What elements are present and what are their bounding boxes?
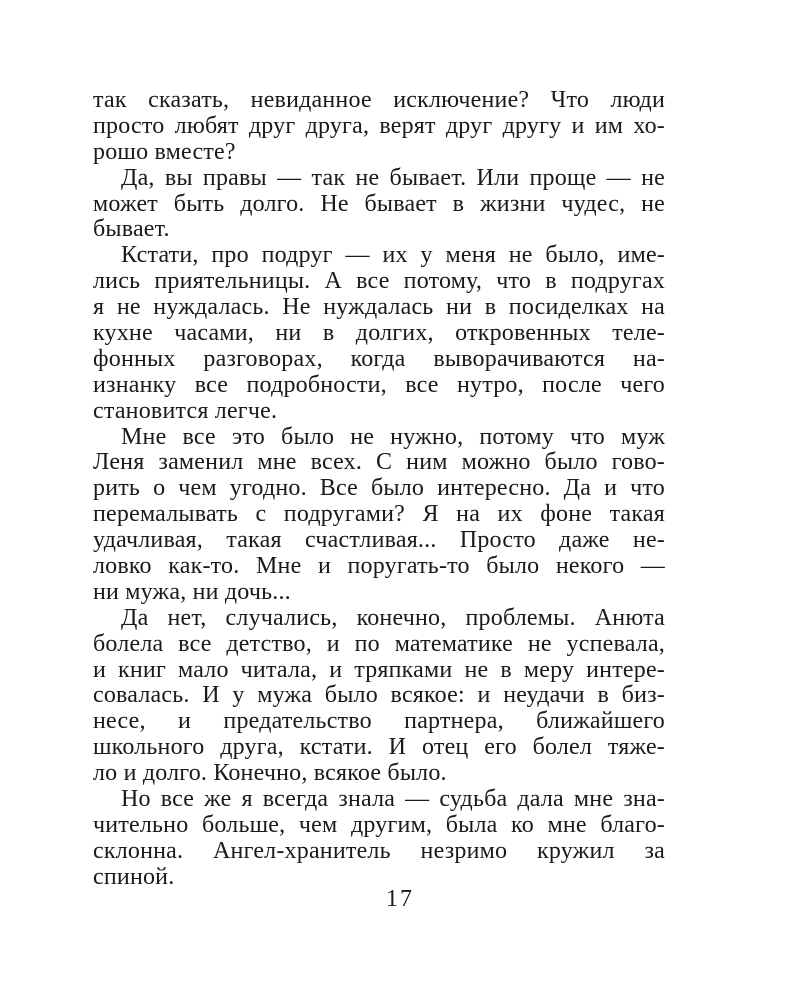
text-line: кухне часами, ни в долгих, откровенных теле-: [93, 320, 665, 347]
text-line: удачливая, такая счастливая... Просто даже не-: [93, 527, 665, 554]
page-number: 17: [386, 886, 414, 912]
text-line: школьного друга, кстати. И отец его болел тяже-: [93, 734, 665, 761]
paragraph: [93, 166, 665, 244]
text-line: рошо вместе?: [93, 138, 236, 165]
text-line: чительно больше, чем другим, была ко мне благо-: [93, 811, 665, 838]
text-line: Кстати, про подруг — их у меня не было, име-: [121, 242, 665, 269]
text-line: несе, и предательство партнера, ближайшего: [93, 708, 665, 735]
text-line: и книг мало читала, и тряпками не в меру интере-: [93, 656, 665, 683]
text-line: изнанку все подробности, все нутро, после чего: [93, 371, 665, 398]
text-line: просто любят друг друга, верят друг другу и им хо-: [93, 112, 665, 139]
text-line: ни мужа, ни дочь...: [93, 578, 291, 605]
text-line: болела все детство, и по математике не успевала,: [93, 630, 665, 657]
text-line: фонных разговорах, когда выворачиваются на-: [93, 345, 665, 372]
text-line: становится легче.: [93, 397, 278, 424]
paragraph: [93, 787, 665, 891]
text-line: может быть долго. Не бывает в жизни чудес, не: [93, 190, 665, 217]
paragraph: [93, 243, 665, 424]
text-line: бывает.: [93, 216, 170, 243]
text-line: Мне все это было не нужно, потому что муж: [121, 423, 665, 450]
text-line: лись приятельницы. А все потому, что в подругах: [93, 268, 665, 295]
text-line: перемалывать с подругами? Я на их фоне такая: [93, 501, 665, 528]
text-line: ловко как-то. Мне и поругать-то было некого —: [93, 553, 665, 580]
text-line: склонна. Ангел-хранитель незримо кружил за: [93, 837, 665, 864]
paragraph: [93, 606, 665, 787]
text-line: Леня заменил мне всех. С ним можно было гово-: [93, 449, 665, 476]
paragraph: [93, 88, 665, 166]
text-line: Да, вы правы — так не бывает. Или проще — не: [121, 164, 665, 191]
text-line: Но все же я всегда знала — судьба дала мне зна-: [121, 786, 665, 813]
page-body: [93, 88, 665, 891]
text-line: Да нет, случались, конечно, проблемы. Анюта: [121, 604, 665, 631]
paragraph: [93, 425, 665, 606]
text-line: ло и долго. Конечно, всякое было.: [93, 760, 447, 787]
text-line: рить о чем угодно. Все было интересно. Да и что: [93, 475, 665, 502]
text-line: совалась. И у мужа было всякое: и неудачи в биз-: [93, 682, 665, 709]
text-line: я не нуждалась. Не нуждалась ни в посиделках на: [93, 294, 665, 321]
text-line: так сказать, невиданное исключение? Что люди: [93, 87, 665, 113]
text-line: спиной.: [93, 863, 175, 890]
